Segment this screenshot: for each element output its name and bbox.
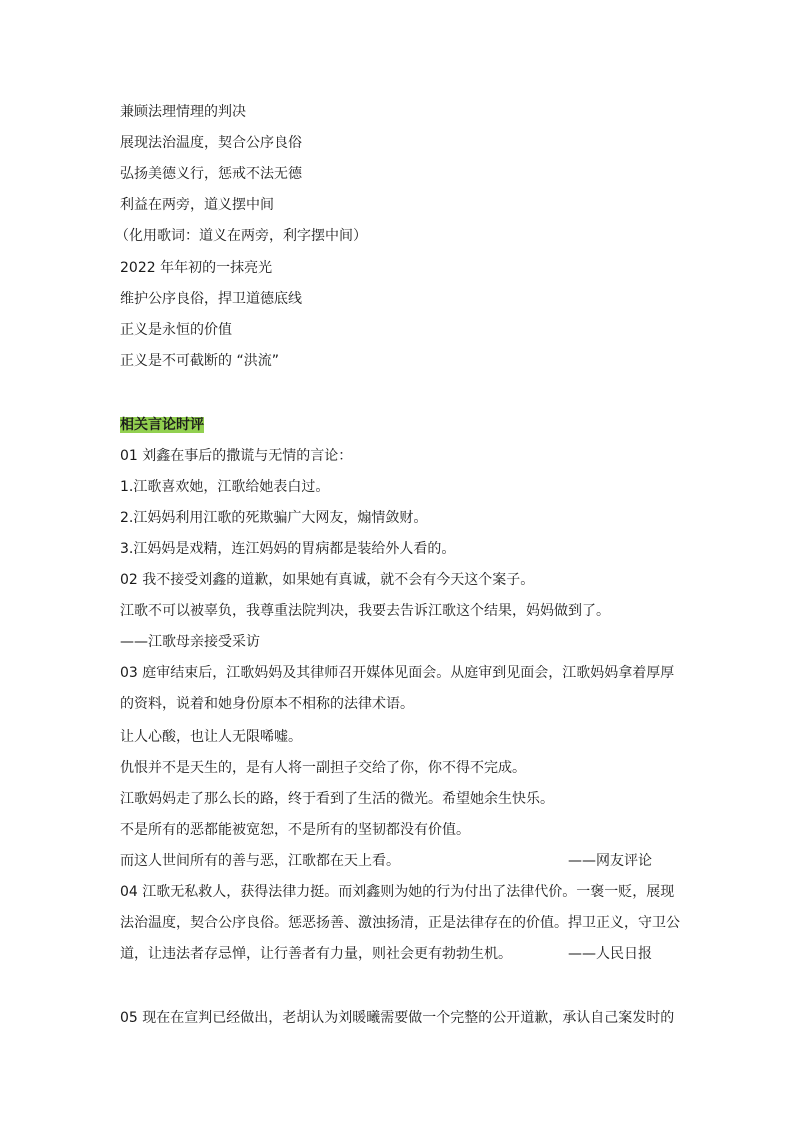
comment-03-line-7: 而这人世间所有的善与恶，江歌都在天上看。 (120, 853, 400, 869)
comment-02-line-2: 江歌不可以被辜负，我尊重法院判决，我要去告诉江歌这个结果，妈妈做到了。 (120, 603, 610, 619)
comment-02-line-1: 02 我不接受刘鑫的道歉，如果她有真诚，就不会有今天这个案子。 (120, 572, 535, 588)
comment-03-line-6: 不是所有的恶都能被宽恕，不是所有的坚韧都没有价值。 (120, 822, 470, 838)
section-heading-highlight: 相关言论时评 (120, 417, 204, 433)
comment-03-line-3: 让人心酸，也让人无限唏嘘。 (120, 729, 302, 745)
comment-01-item-2: 2.江妈妈利用江歌的死欺骗广大网友，煽情敛财。 (120, 510, 428, 526)
opening-line-6: 2022 年年初的一抹亮光 (120, 260, 273, 276)
comment-04-line-1: 04 江歌无私救人，获得法律力挺。而刘鑫则为她的行为付出了法律代价。一褒一贬，展现 (120, 884, 675, 900)
comment-03-line-1: 03 庭审结束后，江歌妈妈及其律师召开媒体见面会。从庭审到见面会，江歌妈妈拿着厚厚 (120, 665, 675, 681)
opening-line-3: 弘扬美德义行，惩戒不法无德 (120, 166, 302, 182)
comment-03-line-2: 的资料，说着和她身份原本不相称的法律术语。 (120, 696, 414, 712)
opening-line-5: （化用歌词：道义在两旁，利字摆中间） (115, 228, 367, 244)
comment-01-title: 01 刘鑫在事后的撒谎与无情的言论： (120, 448, 353, 464)
opening-line-2: 展现法治温度，契合公序良俗 (120, 135, 302, 151)
comment-01-item-1: 1.江歌喜欢她，江歌给她表白过。 (120, 479, 330, 495)
comment-04-source: ——人民日报 (568, 946, 652, 962)
opening-line-9: 正义是不可截断的 “洪流” (120, 353, 279, 369)
comment-04-line-2: 法治温度，契合公序良俗。惩恶扬善、激浊扬清，正是法律存在的价值。捍卫正义，守卫公 (120, 915, 680, 931)
section-heading (120, 415, 204, 435)
comment-01-item-3: 3.江妈妈是戏精，连江妈妈的胃病都是装给外人看的。 (120, 541, 456, 557)
comment-05-line-1: 05 现在在宣判已经做出，老胡认为刘暖曦需要做一个完整的公开道歉，承认自己案发时的 (120, 1010, 675, 1026)
opening-line-8: 正义是永恒的价值 (120, 322, 232, 338)
opening-line-1: 兼顾法理情理的判决 (120, 104, 246, 120)
opening-line-4: 利益在两旁，道义摆中间 (120, 197, 274, 213)
comment-03-source: ——网友评论 (568, 853, 652, 869)
comment-04-line-3: 道，让违法者存忌惮，让行善者有力量，则社会更有勃勃生机。 (120, 946, 512, 962)
comment-03-line-4: 仇恨并不是天生的，是有人将一副担子交给了你，你不得不完成。 (120, 760, 526, 776)
comment-02-source: ——江歌母亲接受采访 (120, 634, 260, 650)
opening-line-7: 维护公序良俗，捍卫道德底线 (120, 291, 302, 307)
comment-03-line-5: 江歌妈妈走了那么长的路，终于看到了生活的微光。希望她余生快乐。 (120, 791, 554, 807)
